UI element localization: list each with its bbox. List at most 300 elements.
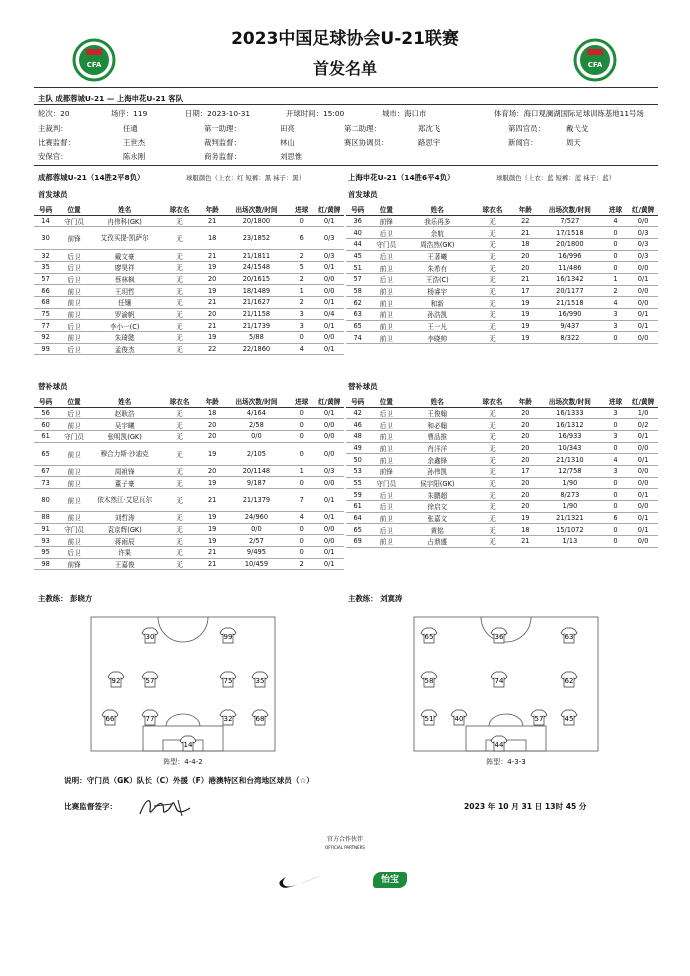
cell-appearances: 10/459: [224, 558, 289, 570]
home-team-name: 成都蓉城U-21（14胜2平8负）: [38, 173, 145, 182]
venue-coordinator-value: 路思宇: [418, 138, 441, 147]
cell-number: 32: [34, 250, 57, 262]
supervisor-signature: [132, 792, 196, 822]
cell-cards: 0/3: [314, 250, 344, 262]
table-row: [34, 285, 344, 297]
cell-shirt-name: 无: [158, 558, 200, 570]
shirt-number: 57: [534, 715, 544, 723]
cell-name: 和新: [403, 297, 471, 309]
cell-goals: 0: [289, 419, 314, 431]
cell-goals: 0: [289, 523, 314, 535]
cell-goals: 0: [289, 477, 314, 489]
cell-appearances: 20/1800: [224, 215, 289, 227]
table-row: [34, 320, 344, 332]
cell-goals: 2: [603, 285, 628, 297]
cell-name: 戴文豪: [91, 250, 158, 262]
cell-age: 20: [201, 465, 224, 477]
cell-goals: 2: [289, 250, 314, 262]
referee-supervisor-value: 林山: [280, 138, 295, 147]
cell-cards: 0/0: [628, 215, 658, 227]
cell-number: 65: [34, 442, 57, 465]
cell-number: 92: [34, 332, 57, 344]
cell-cards: 0/0: [628, 332, 658, 344]
commercial-supervisor-label: 商务监督：: [204, 152, 241, 161]
cell-name: 余鑫锋: [403, 454, 471, 466]
cell-appearances: 20/1177: [537, 285, 603, 297]
table-row: [34, 273, 344, 285]
referee-label: 主裁判：: [38, 124, 68, 133]
cell-cards: 0/0: [314, 442, 344, 465]
table-header-row: [34, 203, 344, 215]
cell-position: 前卫: [369, 454, 403, 466]
cell-age: 21: [201, 215, 224, 227]
table-row: [34, 535, 344, 547]
cell-number: 62: [346, 297, 369, 309]
away-team-name: 上海申花U-21（14胜6平4负）: [348, 173, 455, 182]
cell-position: 后卫: [57, 261, 91, 273]
table-row: [34, 547, 344, 559]
cell-shirt-name: 无: [471, 512, 513, 524]
cell-name: 蔡林枫: [91, 273, 158, 285]
cell-name: 王俊翰: [403, 407, 471, 419]
cell-appearances: 8/273: [537, 489, 603, 501]
cell-age: 19: [514, 297, 537, 309]
table-row: [34, 488, 344, 511]
table-row: [346, 297, 658, 309]
cell-goals: 2: [289, 296, 314, 308]
cell-age: 19: [201, 511, 224, 523]
city: 城市：海口市: [382, 109, 427, 118]
match-supervisor-value: 王世杰: [123, 138, 146, 147]
cell-goals: 1: [289, 465, 314, 477]
header-goals: 进球: [289, 203, 314, 215]
cell-appearances: 1/13: [537, 536, 603, 548]
cell-age: 21: [514, 273, 537, 285]
player-shirt: [142, 672, 158, 687]
header-appearances: 出场次数/时间: [537, 203, 603, 215]
table-row: [346, 465, 658, 477]
table-row: [346, 227, 658, 239]
cell-age: 21: [201, 558, 224, 570]
home-kit-colors: 球服颜色（上衣：红 短裤：黑 袜子：黑）: [186, 174, 306, 182]
cell-number: 55: [346, 477, 369, 489]
cell-appearances: 1/90: [537, 477, 603, 489]
player-shirt: [108, 672, 124, 687]
cell-position: 后卫: [369, 407, 403, 419]
cell-number: 69: [346, 536, 369, 548]
cell-shirt-name: 无: [471, 430, 513, 442]
cell-position: 守门员: [57, 430, 91, 442]
cell-appearances: 10/343: [537, 442, 603, 454]
cell-goals: 4: [603, 215, 628, 227]
match-line: 主队 成都蓉城U-21 — 上海申花U-21 客队: [38, 94, 184, 103]
cell-appearances: 18/1489: [224, 285, 289, 297]
cell-number: 68: [34, 296, 57, 308]
stadium: 体育场：海口观澜湖国际足球训练基地11号场: [494, 109, 644, 118]
cell-appearances: 0/0: [224, 523, 289, 535]
ar2-value: 郑沈飞: [418, 124, 441, 133]
cell-number: 40: [346, 227, 369, 239]
cell-shirt-name: 无: [471, 332, 513, 344]
cell-cards: 0/1: [628, 273, 658, 285]
cell-name: 王玥哲: [91, 285, 158, 297]
cell-name: 任镶: [91, 296, 158, 308]
cell-cards: 0/1: [314, 547, 344, 559]
cell-goals: 0: [289, 535, 314, 547]
header-appearances: 出场次数/时间: [224, 203, 289, 215]
cell-cards: 0/1: [314, 215, 344, 227]
cell-age: 20: [201, 430, 224, 442]
cell-appearances: 2/58: [224, 419, 289, 431]
security-officer-value: 陈永刚: [123, 152, 146, 161]
cell-goals: 3: [603, 309, 628, 321]
cell-cards: 0/0: [628, 536, 658, 548]
shirt-number: 66: [105, 715, 115, 723]
cell-appearances: 24/960: [224, 511, 289, 523]
cell-appearances: 16/933: [537, 430, 603, 442]
cell-cards: 0/1: [628, 454, 658, 466]
cell-age: 19: [201, 285, 224, 297]
cell-number: 42: [346, 407, 369, 419]
cell-shirt-name: 无: [158, 419, 200, 431]
round: 轮次：20: [38, 109, 70, 118]
cell-cards: 0/0: [628, 442, 658, 454]
cell-shirt-name: 无: [471, 273, 513, 285]
cell-appearances: 16/1342: [537, 273, 603, 285]
cell-position: 前卫: [57, 296, 91, 308]
shirt-number: 99: [223, 633, 233, 641]
cell-age: 20: [201, 308, 224, 320]
cell-cards: 0/2: [628, 419, 658, 431]
cell-age: 20: [514, 250, 537, 262]
cell-appearances: 16/996: [537, 250, 603, 262]
cell-appearances: 1/90: [537, 501, 603, 513]
svg-text:CFA: CFA: [587, 61, 603, 69]
cell-goals: 0: [603, 250, 628, 262]
cell-appearances: 7/527: [537, 215, 603, 227]
cell-position: 前卫: [57, 465, 91, 477]
table-row: [34, 511, 344, 523]
security-officer-label: 安保官：: [38, 152, 68, 161]
cell-cards: 0/1: [314, 320, 344, 332]
cell-goals: 1: [603, 273, 628, 285]
cell-age: 22: [514, 215, 537, 227]
cell-goals: 4: [289, 343, 314, 355]
cell-goals: 4: [289, 511, 314, 523]
cell-appearances: 24/1548: [224, 261, 289, 273]
home-starters-label: 首发球员: [38, 190, 68, 199]
cell-shirt-name: 无: [471, 442, 513, 454]
cell-cards: 0/0: [314, 285, 344, 297]
cell-number: 61: [346, 501, 369, 513]
cell-number: 95: [34, 547, 57, 559]
away-subs-table: [346, 395, 658, 548]
player-shirt: [421, 710, 437, 725]
cell-age: 19: [201, 261, 224, 273]
cell-position: 后卫: [57, 320, 91, 332]
table-row: [34, 523, 344, 535]
cell-name: 吴宇曦: [91, 419, 158, 431]
cell-position: 后卫: [369, 524, 403, 536]
cell-number: 50: [346, 454, 369, 466]
match-supervisor-label: 比赛监督：: [38, 138, 75, 147]
cell-age: 18: [514, 524, 537, 536]
press-officer-value: 周天: [566, 138, 581, 147]
cell-name: 我乐再多: [403, 215, 471, 227]
player-shirt: [451, 710, 467, 725]
cell-appearances: 21/1158: [224, 308, 289, 320]
cell-number: 59: [346, 489, 369, 501]
cell-position: 前卫: [369, 320, 403, 332]
cell-cards: 0/1: [314, 296, 344, 308]
cell-goals: 4: [603, 454, 628, 466]
cell-name: 孙伟凯: [403, 465, 471, 477]
cell-goals: 0: [289, 407, 314, 419]
cell-age: 19: [201, 442, 224, 465]
cell-name: 和必翰: [403, 419, 471, 431]
cell-cards: 0/0: [314, 477, 344, 489]
cell-goals: 3: [603, 407, 628, 419]
header-name: 姓名: [91, 395, 158, 407]
cell-goals: 3: [289, 320, 314, 332]
cell-goals: 0: [603, 419, 628, 431]
shirt-number: 65: [424, 633, 434, 641]
cell-shirt-name: 无: [471, 419, 513, 431]
cell-age: 19: [201, 332, 224, 344]
cell-appearances: 20/1800: [537, 238, 603, 250]
svg-text:CFA: CFA: [86, 61, 102, 69]
table-row: [346, 309, 658, 321]
cell-age: 20: [514, 407, 537, 419]
cell-position: 后卫: [369, 501, 403, 513]
cell-name: 依木然江·艾尼瓦尔: [91, 488, 158, 511]
cell-goals: 3: [603, 320, 628, 332]
away-subs-label: 替补球员: [348, 382, 378, 391]
cell-age: 20: [201, 419, 224, 431]
signature-label: 比赛监督签字：: [64, 802, 118, 811]
home-formation-pitch: [88, 614, 278, 754]
match-no: 场序：119: [111, 109, 148, 118]
cell-position: 后卫: [369, 227, 403, 239]
cell-goals: 3: [289, 308, 314, 320]
cell-number: 64: [346, 512, 369, 524]
cell-cards: 0/3: [314, 227, 344, 250]
cell-cards: 0/1: [314, 261, 344, 273]
cell-name: 赵耿浩: [91, 407, 158, 419]
header-shirt-name: 球衣名: [158, 203, 200, 215]
cell-number: 80: [34, 488, 57, 511]
shirt-number: 75: [223, 677, 233, 685]
cell-shirt-name: 无: [471, 285, 513, 297]
shirt-number: 30: [145, 633, 155, 641]
header-name: 姓名: [91, 203, 158, 215]
commercial-supervisor-value: 刘思惟: [280, 152, 303, 161]
table-row: [346, 215, 658, 227]
cell-number: 53: [346, 465, 369, 477]
match-date: 日期：2023-10-31: [185, 109, 251, 118]
header-shirt-name: 球衣名: [471, 395, 513, 407]
cell-number: 36: [346, 215, 369, 227]
cell-shirt-name: 无: [471, 454, 513, 466]
cell-goals: 0: [603, 238, 628, 250]
cell-goals: 6: [289, 227, 314, 250]
cell-appearances: 16/1333: [537, 407, 603, 419]
player-shirt: [220, 710, 236, 725]
cell-age: 21: [514, 227, 537, 239]
table-row: [346, 273, 658, 285]
table-row: [34, 465, 344, 477]
table-row: [346, 454, 658, 466]
table-header-row: [34, 395, 344, 407]
player-shirt: [102, 710, 118, 725]
cell-number: 56: [34, 407, 57, 419]
cell-appearances: 21/1379: [224, 488, 289, 511]
cell-appearances: 9/187: [224, 477, 289, 489]
cell-position: 守门员: [369, 477, 403, 489]
cestbon-logo: 怡宝: [373, 872, 407, 888]
cell-appearances: 20/1148: [224, 465, 289, 477]
cell-position: 后卫: [57, 407, 91, 419]
cell-cards: 0/0: [628, 262, 658, 274]
referee-value: 任通: [123, 124, 138, 133]
cell-name: 冉伟科(GK): [91, 215, 158, 227]
legend-note: 说明：守门员（GK）队长（C）外援（F）港澳特区和台湾地区球员（☆）: [64, 776, 314, 785]
cell-shirt-name: 无: [158, 535, 200, 547]
cell-goals: 0: [603, 477, 628, 489]
cell-shirt-name: 无: [158, 227, 200, 250]
cell-appearances: 12/758: [537, 465, 603, 477]
cell-appearances: 17/1518: [537, 227, 603, 239]
away-formation: 阵型：4-3-3: [486, 758, 526, 766]
table-row: [34, 343, 344, 355]
cell-goals: 0: [289, 547, 314, 559]
cell-goals: 0: [603, 489, 628, 501]
cell-number: 49: [346, 442, 369, 454]
table-row: [346, 524, 658, 536]
cell-goals: 0: [603, 442, 628, 454]
cell-age: 20: [514, 501, 537, 513]
table-row: [346, 489, 658, 501]
cell-position: 前卫: [57, 477, 91, 489]
cell-name: 李晓帅: [403, 332, 471, 344]
cell-cards: 0/1: [314, 488, 344, 511]
cell-shirt-name: 无: [471, 489, 513, 501]
cell-position: 守门员: [369, 238, 403, 250]
cell-cards: 0/0: [628, 285, 658, 297]
header-number: 号码: [346, 395, 369, 407]
shirt-number: 51: [424, 715, 434, 723]
document-title: 2023中国足球协会U-21联赛: [231, 29, 459, 49]
cell-name: 朱琦懿: [91, 332, 158, 344]
cell-shirt-name: 无: [471, 297, 513, 309]
cell-shirt-name: 无: [471, 227, 513, 239]
cell-cards: 0/1: [314, 511, 344, 523]
cell-age: 21: [201, 488, 224, 511]
cell-name: 王著曦: [403, 250, 471, 262]
cell-name: 周浩然(GK): [403, 238, 471, 250]
cell-cards: 0/1: [314, 558, 344, 570]
cell-name: 侯宇阳(GK): [403, 477, 471, 489]
cell-goals: 7: [289, 488, 314, 511]
cell-age: 20: [514, 419, 537, 431]
cell-position: 前卫: [369, 309, 403, 321]
cell-shirt-name: 无: [158, 547, 200, 559]
cell-age: 20: [514, 489, 537, 501]
cell-cards: 0/1: [628, 320, 658, 332]
home-coach: 主教练： 彭晓方: [38, 594, 93, 603]
home-starters-table: [34, 203, 344, 355]
player-shirt: [421, 672, 437, 687]
cell-name: 曹品推: [403, 430, 471, 442]
cell-shirt-name: 无: [471, 320, 513, 332]
header-cards: 红/黄牌: [628, 203, 658, 215]
shirt-number: 58: [424, 677, 434, 685]
cell-position: 前锋: [369, 465, 403, 477]
cell-number: 63: [346, 309, 369, 321]
table-row: [34, 261, 344, 273]
cell-position: 前卫: [57, 419, 91, 431]
cell-position: 后卫: [57, 547, 91, 559]
cell-number: 77: [34, 320, 57, 332]
table-row: [34, 296, 344, 308]
cell-number: 88: [34, 511, 57, 523]
cell-cards: 1/0: [628, 407, 658, 419]
header-age: 年龄: [514, 203, 537, 215]
divider: [34, 87, 658, 88]
player-shirt: [142, 628, 158, 643]
cell-cards: 0/0: [314, 535, 344, 547]
cell-number: 73: [34, 477, 57, 489]
cell-position: 前卫: [369, 512, 403, 524]
header-goals: 进球: [603, 395, 628, 407]
cell-shirt-name: 无: [158, 273, 200, 285]
ar2-label: 第二助理：: [344, 124, 381, 133]
cell-number: 93: [34, 535, 57, 547]
cell-number: 57: [346, 273, 369, 285]
cell-position: 前卫: [57, 442, 91, 465]
cell-age: 20: [514, 454, 537, 466]
player-shirt: [220, 672, 236, 687]
header-shirt-name: 球衣名: [158, 395, 200, 407]
cell-number: 99: [34, 343, 57, 355]
header-age: 年龄: [201, 203, 224, 215]
player-shirt: [252, 710, 268, 725]
cell-name: 袁京辉(GK): [91, 523, 158, 535]
shirt-number: 44: [494, 741, 504, 749]
shirt-number: 35: [255, 677, 265, 685]
cell-name: 许果: [91, 547, 158, 559]
cell-number: 58: [346, 285, 369, 297]
cell-position: 前卫: [369, 297, 403, 309]
cell-shirt-name: 无: [471, 407, 513, 419]
cell-appearances: 2/57: [224, 535, 289, 547]
cell-name: 杨睿宇: [403, 285, 471, 297]
shirt-number: 32: [223, 715, 233, 723]
header-goals: 进球: [289, 395, 314, 407]
cell-shirt-name: 无: [471, 250, 513, 262]
table-row: [34, 442, 344, 465]
shirt-number: 14: [183, 741, 193, 749]
shirt-number: 92: [111, 677, 121, 685]
cell-name: 张嘉文: [403, 512, 471, 524]
cell-age: 21: [201, 320, 224, 332]
shirt-number: 63: [564, 633, 574, 641]
table-row: [346, 320, 658, 332]
table-row: [34, 308, 344, 320]
header-appearances: 出场次数/时间: [537, 395, 603, 407]
cell-cards: 0/0: [628, 297, 658, 309]
cell-shirt-name: 无: [471, 309, 513, 321]
